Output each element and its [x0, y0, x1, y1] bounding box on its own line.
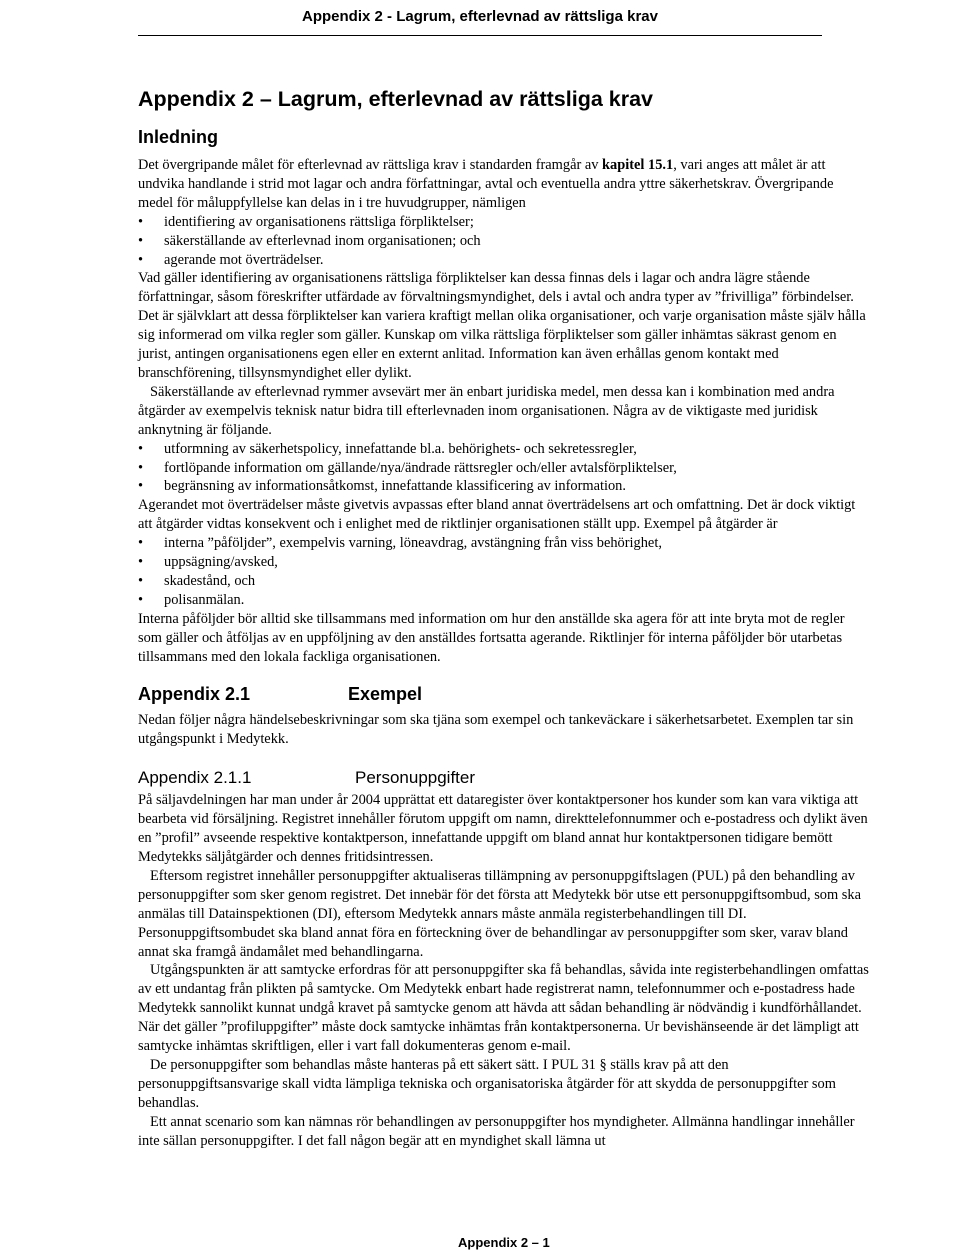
list-item: • säkerställande av efterlevnad inom organisationen; och: [138, 232, 872, 251]
list-item: • identifiering av organisationens rättsliga förpliktelser;: [138, 213, 872, 232]
section-heading-2-1-1: [138, 767, 872, 789]
list-item: • utformning av säkerhetspolicy, innefattande bl.a. behörighets- och sekretessregler,: [138, 440, 872, 459]
list-item: • fortlöpande information om gällande/nya/ändrade rättsregler och/eller avtalsförpliktelser,: [138, 459, 872, 478]
intro-paragraph-2: Vad gäller identifiering av organisationens rättsliga förpliktelser kan dessa finnas dels i lagar och andra lägre stående författningar, såsom föreskrifter utfärdade av förvaltningsmyndighet, dels i avtal och andra typer av ”frivilliga” förbindelser. Det är självklart att dessa förpliktelser kan variera kraftigt mellan olika organisationer, och varje organisation måste själv hålla sig informerad om vilka regler som gäller. Kunskap om vilka rättsliga förpliktelser som gäller inhämtas säkrast genom en jurist, antingen organisationens egen eller en externt anlitad. Information kan även erhållas genom kontakt med branschförening, tillsynsmyndighet eller dylikt.: [138, 270, 866, 381]
section-heading-inledning: Inledning: [138, 127, 218, 147]
intro-paragraph-5: Interna påföljder bör alltid ske tillsammans med information om hur den anställde ska agera för att inte bryta mot de regler som gäller och åtföljas av en uppföljning av den anställdes fortsatta agerande. Riktlinjer för interna påföljder bör utarbetas tillsammans med den lokala fackliga organisationen.: [138, 610, 845, 665]
page-title: Appendix 2 – Lagrum, efterlevnad av rättsliga krav: [138, 87, 653, 111]
personuppgifter-paragraph-2: Eftersom registret innehåller personuppgifter aktualiseras tillämpning av personuppgiftslagen (PUL) på den behandling av personuppgifter som sker genom registret. Det innebär för det första att Medytekk bör utse ett personuppgiftsombud, som ska anmälas till Datainspektionen (DI), eftersom Medytekk annars måste anmäla registerbehandlingen till DI. Personuppgiftsombudet ska bland annat föra en förteckning över de behandlingar av personuppgifter som sker, varav bland annat ska framgå ändamålet med behandlingarna.: [138, 867, 861, 960]
document-body: [138, 86, 872, 1151]
intro-p1-end: , vari anges att målet är att undvika handlande i strid mot lagar och andra författningar, avtal och eventuella andra yttre säkerhetskrav. Övergripande medel för måluppfyllelse kan delas in i tre huvudgrupper, nämligen: [138, 157, 834, 211]
intro-paragraph-4: Agerandet mot överträdelser måste givetvis avpassas efter bland annat överträdelsens art och omfattning. Det är dock viktigt att åtgärder vidtas konsekvent och i enlighet med de riktlinjer organisationen ställt upp. Exempel på åtgärder är: [138, 497, 856, 533]
section-title: Personuppgifter: [355, 768, 476, 788]
section-number: Appendix 2.1: [138, 684, 251, 705]
header-rule: [138, 35, 822, 36]
list-item: • polisanmälan.: [138, 591, 872, 610]
bullet-list-legal-measures: [138, 440, 872, 497]
personuppgifter-paragraph-4: De personuppgifter som behandlas måste hanteras på ett säkert sätt. I PUL 31 § ställs krav på att den personuppgiftsansvarige skall vidta lämpliga tekniska och organisatoriska åtgärder för att skydda de personuppgifter som behandlas.: [138, 1056, 836, 1111]
section-title: Exempel: [348, 684, 423, 705]
chapter-reference: kapitel 15.1: [602, 157, 674, 173]
section-number: Appendix 2.1.1: [138, 768, 252, 788]
bullet-list-actions: [138, 534, 872, 610]
intro-paragraph-3: Säkerställande av efterlevnad rymmer avsevärt mer än enbart juridiska medel, men dessa kan i kombination med andra åtgärder av exempelvis teknisk natur bidra till efterlevnaden inom organisationen. Några av de viktigaste med juridisk anknytning är följande.: [138, 383, 835, 438]
list-item: • agerande mot överträdelser.: [138, 251, 872, 270]
running-header: Appendix 2 - Lagrum, efterlevnad av rättsliga krav: [302, 8, 658, 25]
section-2-1-paragraph: Nedan följer några händelsebeskrivningar som ska tjäna som exempel och tankeväckare i säkerhetsarbetet. Exemplen tar sin utgångspunkt i Medytekk.: [138, 712, 854, 748]
bullet-list-main-groups: [138, 213, 872, 270]
personuppgifter-paragraph-1: På säljavdelningen har man under år 2004 upprättat ett dataregister över kontaktpersoner hos kunder som kan vara viktiga att bearbeta vid försäljning. Registret innehåller förutom uppgift om namn, direkttelefonnummer och e-postadress och dylikt även en ”profil” avseende respektive kontaktperson, innefattande uppgift om bland annat hur kontaktpersonen tidigare bemött Medytekks säljåtgärder och dennes fritidsintressen.: [138, 792, 868, 865]
page-footer: Appendix 2 – 1: [458, 1235, 550, 1250]
list-item: • begränsning av informationsåtkomst, innefattande klassificering av information.: [138, 477, 872, 496]
list-item: • uppsägning/avsked,: [138, 553, 872, 572]
intro-paragraph-1: [138, 156, 872, 213]
personuppgifter-paragraph-3: Utgångspunkten är att samtycke erfordras för att personuppgifter ska få behandlas, såvida inte registerbehandlingen omfattas av ett undantag från plikten på samtycke. Om Medytekk enbart hade registrerat namn, telefonnummer och e-postadress hade Medytekk sannolikt kunnat undgå kravet på samtycke genom att hävda att sådan behandling är nödvändig i kundförhållandet. När det gäller ”profiluppgifter” måste dock samtycke inhämtas från kontaktpersonerna. Ur bevishänseende är det lämpligt att samtycke inhämtas skriftligen, eller i vart fall dokumenteras genom e-mail.: [138, 962, 869, 1055]
personuppgifter-paragraph-5: Ett annat scenario som kan nämnas rör behandlingen av personuppgifter hos myndigheter. Allmänna handlingar innehåller inte sällan personuppgifter. I det fall någon begär att en myndighet skall lämna ut: [138, 1113, 855, 1149]
list-item: • skadestånd, och: [138, 572, 872, 591]
section-heading-2-1: [138, 683, 872, 705]
intro-p1-start: Det övergripande målet för efterlevnad av rättsliga krav i standarden framgår av: [138, 157, 603, 173]
list-item: • interna ”påföljder”, exempelvis varning, löneavdrag, avstängning från viss behörighet,: [138, 534, 872, 553]
